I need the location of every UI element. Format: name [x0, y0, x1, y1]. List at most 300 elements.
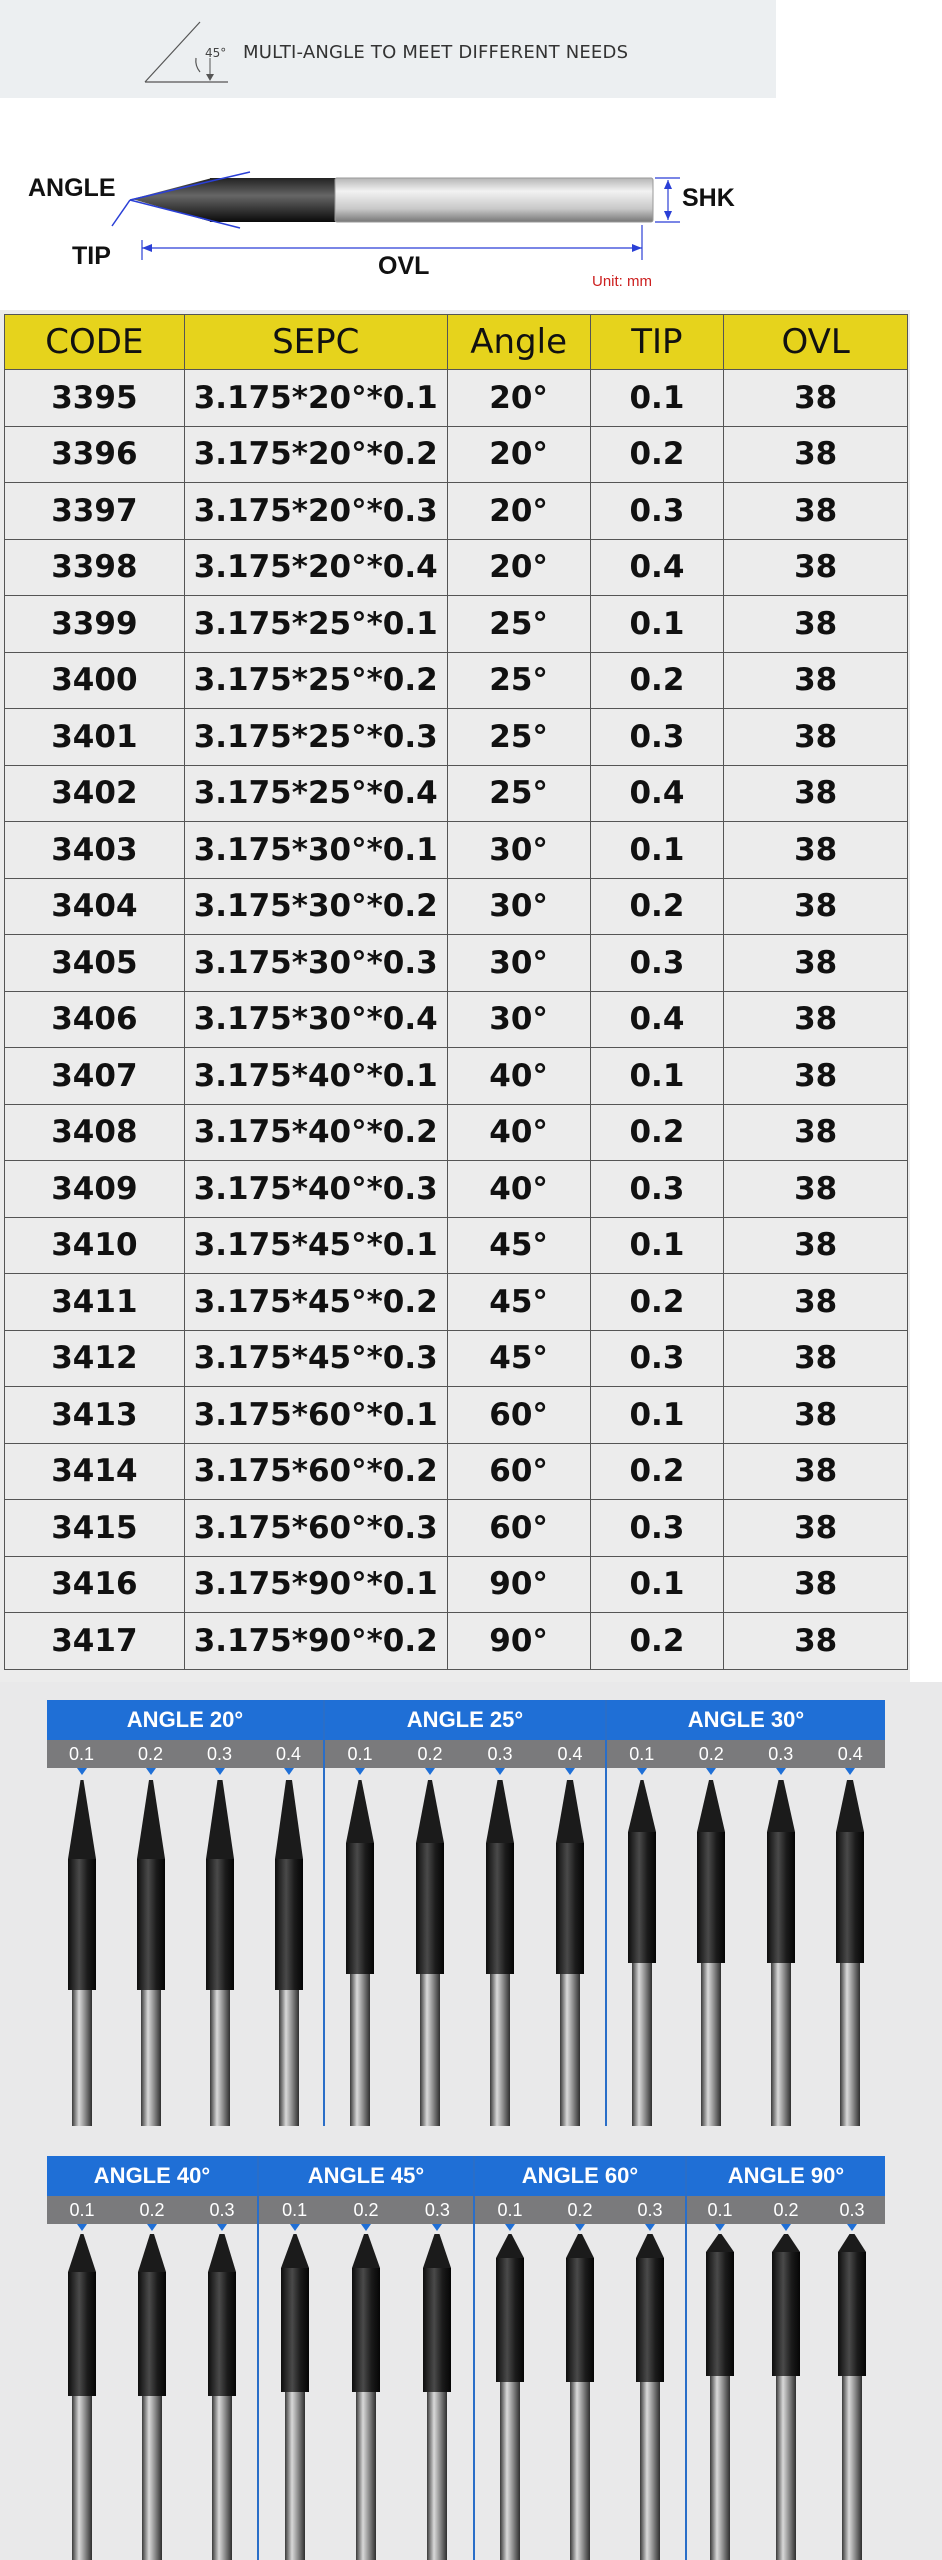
tip-marker-icon [845, 1768, 855, 1775]
cell-tip: 0.2 [590, 1443, 724, 1500]
cell-code: 3399 [5, 596, 185, 653]
tip-size-label: 0.1 [282, 2200, 308, 2220]
bit-point-icon [836, 1780, 864, 1832]
cell-angle: 30° [447, 822, 590, 879]
cell-spec: 3.175*60°*0.2 [184, 1443, 447, 1500]
cell-angle: 25° [447, 596, 590, 653]
cell-ovl: 38 [724, 370, 908, 427]
bit-cutting-body [352, 2268, 380, 2392]
bit-shank [771, 1963, 791, 2126]
tip-size-label: 0.3 [206, 1744, 233, 1764]
bit-shank [350, 1974, 370, 2126]
tip-size-bar [47, 1740, 885, 1768]
engraving-bit-photo [208, 2234, 236, 2560]
bit-point-icon [416, 1780, 444, 1843]
engraving-bit-photo [275, 1780, 303, 2126]
angle-title-bar [47, 1700, 885, 1740]
ovl-label: OVL [378, 252, 430, 280]
angle-degree: 45° [205, 46, 227, 60]
table-row [5, 1274, 908, 1331]
tip-size-label: 0.2 [137, 1744, 164, 1764]
tip-marker-icon [146, 1768, 156, 1775]
bit-point-icon [208, 2234, 236, 2272]
table-row [5, 991, 908, 1048]
cell-code: 3405 [5, 935, 185, 992]
cell-angle: 30° [447, 935, 590, 992]
cell-ovl: 38 [724, 935, 908, 992]
tip-marker-icon [290, 2224, 300, 2231]
cell-angle: 60° [447, 1387, 590, 1444]
table-row [5, 539, 908, 596]
bit-shank [701, 1963, 721, 2126]
cell-code: 3408 [5, 1104, 185, 1161]
tip-size-label: 0.1 [69, 2200, 95, 2220]
tip-marker-icon [284, 1768, 294, 1775]
bit-point-icon [352, 2234, 380, 2268]
spec-table [4, 314, 908, 1670]
cell-code: 3404 [5, 878, 185, 935]
cell-ovl: 38 [724, 822, 908, 879]
bit-shank [710, 2376, 730, 2560]
tip-marker-icon [645, 2224, 655, 2231]
bit-point-icon [423, 2234, 451, 2268]
table-row [5, 370, 908, 427]
tip-size-label: 0.1 [707, 2200, 733, 2220]
cell-spec: 3.175*40°*0.2 [184, 1104, 447, 1161]
bit-point-icon [137, 1780, 165, 1859]
banner-title: MULTI-ANGLE TO MEET DIFFERENT NEEDS [243, 42, 629, 63]
engraving-bit-photo [697, 1780, 725, 2126]
bit-point-icon [556, 1780, 584, 1843]
tip-size-label: 0.2 [353, 2200, 379, 2220]
cell-spec: 3.175*25°*0.4 [184, 765, 447, 822]
group-divider [685, 2156, 687, 2560]
engraving-bit-photo [767, 1780, 795, 2126]
cell-tip: 0.2 [590, 878, 724, 935]
cell-spec: 3.175*30°*0.3 [184, 935, 447, 992]
shk-label: SHK [682, 184, 735, 212]
engraving-bit-photo [416, 1780, 444, 2126]
engraving-bit-photo [556, 1780, 584, 2126]
cell-code: 3407 [5, 1048, 185, 1105]
angle-group-title: ANGLE 25° [406, 1707, 524, 1732]
angle-group-title: ANGLE 60° [521, 2163, 639, 2188]
tip-marker-icon [361, 2224, 371, 2231]
bit-cutting-body [206, 1859, 234, 1990]
cell-tip: 0.1 [590, 1387, 724, 1444]
cell-spec: 3.175*45°*0.1 [184, 1217, 447, 1274]
cell-tip: 0.1 [590, 370, 724, 427]
bit-cutting-body [628, 1832, 656, 1963]
cell-code: 3414 [5, 1443, 185, 1500]
bit-point-icon [486, 1780, 514, 1843]
tip-size-label: 0.3 [768, 1744, 794, 1764]
bit-point-icon [767, 1780, 795, 1832]
bit-shank [420, 1974, 440, 2126]
cell-spec: 3.175*60°*0.3 [184, 1500, 447, 1557]
table-row [5, 1048, 908, 1105]
cell-spec: 3.175*45°*0.2 [184, 1274, 447, 1331]
engraving-bit-photo [138, 2234, 166, 2560]
angle-group-title: ANGLE 90° [727, 2163, 845, 2188]
table-row [5, 765, 908, 822]
engraving-bit-photo [496, 2234, 524, 2560]
bit-cutting-body [496, 2258, 524, 2382]
cell-tip: 0.3 [590, 1500, 724, 1557]
tip-size-label: 0.2 [417, 1744, 443, 1764]
group-divider [605, 1700, 607, 2126]
bit-cutting-body [566, 2258, 594, 2382]
cell-code: 3417 [5, 1613, 185, 1670]
table-row [5, 935, 908, 992]
bit-cutting-body [346, 1843, 374, 1974]
cell-angle: 40° [447, 1048, 590, 1105]
bit-cutting-body [767, 1832, 795, 1963]
cell-code: 3400 [5, 652, 185, 709]
tip-size-label: 0.1 [68, 1744, 95, 1764]
cell-spec: 3.175*30°*0.1 [184, 822, 447, 879]
cell-angle: 90° [447, 1556, 590, 1613]
table-row [5, 822, 908, 879]
bit-shank [640, 2382, 660, 2560]
bit-point-icon [838, 2234, 866, 2252]
cell-spec: 3.175*25°*0.1 [184, 596, 447, 653]
bit-cutting-body [486, 1843, 514, 1974]
bit-cutting-body [68, 2272, 96, 2396]
tip-size-label: 0.2 [698, 1744, 724, 1764]
engraving-bit-photo [566, 2234, 594, 2560]
bit-cutting-body [281, 2268, 309, 2392]
cell-angle: 25° [447, 765, 590, 822]
spec-table-panel [0, 310, 910, 1682]
bit-shank [210, 1990, 230, 2126]
cell-tip: 0.1 [590, 596, 724, 653]
cell-code: 3406 [5, 991, 185, 1048]
table-row [5, 1104, 908, 1161]
engraving-bit-photo [281, 2234, 309, 2560]
bit-point-icon [706, 2234, 734, 2252]
cell-ovl: 38 [724, 765, 908, 822]
group-divider [473, 2156, 475, 2560]
tip-size-label: 0.3 [424, 2200, 450, 2220]
engraving-bit-photo [838, 2234, 866, 2560]
table-row [5, 1161, 908, 1218]
cell-tip: 0.2 [590, 1274, 724, 1331]
cell-code: 3413 [5, 1387, 185, 1444]
cell-spec: 3.175*45°*0.3 [184, 1330, 447, 1387]
cell-code: 3401 [5, 709, 185, 766]
cell-ovl: 38 [724, 596, 908, 653]
bit-cutting-body [838, 2252, 866, 2376]
cell-spec: 3.175*25°*0.2 [184, 652, 447, 709]
cell-tip: 0.1 [590, 822, 724, 879]
bit-shank [490, 1974, 510, 2126]
cell-tip: 0.4 [590, 765, 724, 822]
cell-angle: 40° [447, 1104, 590, 1161]
cell-tip: 0.2 [590, 1104, 724, 1161]
angle-group-title: ANGLE 30° [687, 1707, 805, 1732]
group-divider [257, 2156, 259, 2560]
bit-cutting-body [697, 1832, 725, 1963]
tip-marker-icon [575, 2224, 585, 2231]
bit-shank [776, 2376, 796, 2560]
cell-tip: 0.2 [590, 652, 724, 709]
tip-size-label: 0.4 [837, 1744, 863, 1764]
tip-marker-icon [432, 2224, 442, 2231]
bit-cutting-body [208, 2272, 236, 2396]
cell-angle: 30° [447, 878, 590, 935]
engraving-bit-photo [68, 1780, 96, 2126]
bit-point-icon [628, 1780, 656, 1832]
cell-tip: 0.1 [590, 1556, 724, 1613]
table-row [5, 426, 908, 483]
cell-ovl: 38 [724, 652, 908, 709]
cell-tip: 0.3 [590, 1330, 724, 1387]
tool-diagram [0, 130, 776, 300]
bit-point-icon [566, 2234, 594, 2258]
tip-marker-icon [147, 2224, 157, 2231]
cell-ovl: 38 [724, 1048, 908, 1105]
cell-tip: 0.3 [590, 935, 724, 992]
cell-tip: 0.3 [590, 483, 724, 540]
angle-group-title: ANGLE 40° [93, 2163, 211, 2188]
cell-spec: 3.175*20°*0.3 [184, 483, 447, 540]
cell-angle: 20° [447, 483, 590, 540]
table-row [5, 652, 908, 709]
bit-shank [141, 1990, 161, 2126]
engraving-bit-photo [486, 1780, 514, 2126]
photo-grid-row-2 [0, 2140, 942, 2560]
cell-angle: 45° [447, 1330, 590, 1387]
tip-size-label: 0.4 [557, 1744, 583, 1764]
cell-angle: 20° [447, 370, 590, 427]
table-body [5, 370, 908, 1670]
engraving-bit-photo [352, 2234, 380, 2560]
bit-point-icon [697, 1780, 725, 1832]
bit-cutting-body [137, 1859, 165, 1990]
tip-marker-icon [495, 1768, 505, 1775]
table-row [5, 878, 908, 935]
cell-tip: 0.3 [590, 1161, 724, 1218]
cell-code: 3412 [5, 1330, 185, 1387]
column-header-tip: TIP [590, 315, 724, 370]
tip-marker-icon [715, 2224, 725, 2231]
cell-spec: 3.175*30°*0.4 [184, 991, 447, 1048]
tip-size-label: 0.2 [139, 2200, 165, 2220]
column-header-code: CODE [5, 315, 185, 370]
cell-angle: 60° [447, 1500, 590, 1557]
cell-spec: 3.175*90°*0.2 [184, 1613, 447, 1670]
cell-angle: 45° [447, 1217, 590, 1274]
bit-point-icon [281, 2234, 309, 2268]
tip-size-bar [47, 2196, 885, 2224]
bit-cutting-body [138, 2272, 166, 2396]
cell-spec: 3.175*25°*0.3 [184, 709, 447, 766]
cell-spec: 3.175*40°*0.1 [184, 1048, 447, 1105]
bit-point-icon [636, 2234, 664, 2258]
tip-marker-icon [847, 2224, 857, 2231]
cell-tip: 0.3 [590, 709, 724, 766]
bit-point-icon [772, 2234, 800, 2252]
cell-spec: 3.175*40°*0.3 [184, 1161, 447, 1218]
tip-marker-icon [781, 2224, 791, 2231]
bit-shank [842, 2376, 862, 2560]
angle-label: ANGLE [28, 174, 116, 202]
bit-shank [72, 2396, 92, 2560]
cell-spec: 3.175*90°*0.1 [184, 1556, 447, 1613]
bit-shank [212, 2396, 232, 2560]
bit-shank [285, 2392, 305, 2560]
tip-marker-icon [425, 1768, 435, 1775]
cell-tip: 0.4 [590, 991, 724, 1048]
cell-spec: 3.175*20°*0.2 [184, 426, 447, 483]
cell-code: 3398 [5, 539, 185, 596]
unit-note: Unit: mm [592, 273, 652, 290]
cell-code: 3410 [5, 1217, 185, 1274]
engraving-bit-photo [628, 1780, 656, 2126]
tip-size-label: 0.1 [347, 1744, 373, 1764]
table-row [5, 1556, 908, 1613]
bit-cutting-body [68, 1859, 96, 1990]
bit-point-icon [496, 2234, 524, 2258]
cell-code: 3411 [5, 1274, 185, 1331]
cell-ovl: 38 [724, 709, 908, 766]
bit-shank [570, 2382, 590, 2560]
engraving-bit-photo [836, 1780, 864, 2126]
column-header-ovl: OVL [724, 315, 908, 370]
bit-cutting-body [556, 1843, 584, 1974]
bit-point-icon [346, 1780, 374, 1843]
cell-ovl: 38 [724, 1500, 908, 1557]
bit-shank [500, 2382, 520, 2560]
bit-point-icon [206, 1780, 234, 1859]
tip-marker-icon [217, 2224, 227, 2231]
engraving-bit-photo [772, 2234, 800, 2560]
tip-size-label: 0.3 [637, 2200, 663, 2220]
tip-size-label: 0.1 [629, 1744, 655, 1764]
tip-size-label: 0.4 [275, 1744, 302, 1764]
tip-size-label: 0.3 [839, 2200, 865, 2220]
cell-code: 3416 [5, 1556, 185, 1613]
cell-angle: 90° [447, 1613, 590, 1670]
bit-cutting-body [423, 2268, 451, 2392]
table-row [5, 1500, 908, 1557]
cell-tip: 0.1 [590, 1048, 724, 1105]
cell-ovl: 38 [724, 539, 908, 596]
tip-marker-icon [776, 1768, 786, 1775]
table-row [5, 483, 908, 540]
cell-angle: 30° [447, 991, 590, 1048]
cell-ovl: 38 [724, 1161, 908, 1218]
group-divider [323, 1700, 325, 2126]
cell-angle: 25° [447, 652, 590, 709]
cell-ovl: 38 [724, 1387, 908, 1444]
table-row [5, 1613, 908, 1670]
tip-marker-icon [77, 2224, 87, 2231]
table-row [5, 709, 908, 766]
table-row [5, 1217, 908, 1274]
bit-cutting-body [836, 1832, 864, 1963]
cell-code: 3402 [5, 765, 185, 822]
cell-angle: 40° [447, 1161, 590, 1218]
engraving-bit-photo [68, 2234, 96, 2560]
angle-group-title: ANGLE 45° [307, 2163, 425, 2188]
tip-marker-icon [637, 1768, 647, 1775]
cell-tip: 0.2 [590, 1613, 724, 1670]
bit-cutting-body [275, 1859, 303, 1990]
table-row [5, 1387, 908, 1444]
cell-angle: 20° [447, 539, 590, 596]
cell-angle: 25° [447, 709, 590, 766]
cell-tip: 0.4 [590, 539, 724, 596]
cell-ovl: 38 [724, 1443, 908, 1500]
photo-grid-row-1 [0, 1682, 942, 2140]
table-header-row [5, 315, 908, 370]
bit-point-icon [68, 2234, 96, 2272]
tip-marker-icon [706, 1768, 716, 1775]
cell-ovl: 38 [724, 1556, 908, 1613]
engraving-bit-photo [137, 1780, 165, 2126]
table-row [5, 1443, 908, 1500]
bit-cutting-body [706, 2252, 734, 2376]
cell-code: 3403 [5, 822, 185, 879]
table-row [5, 1330, 908, 1387]
bit-point-icon [275, 1780, 303, 1859]
cell-ovl: 38 [724, 1217, 908, 1274]
engraving-bit-photo [706, 2234, 734, 2560]
cell-ovl: 38 [724, 1330, 908, 1387]
cell-code: 3415 [5, 1500, 185, 1557]
bit-cutting-body [636, 2258, 664, 2382]
tip-marker-icon [355, 1768, 365, 1775]
bit-shank [632, 1963, 652, 2126]
top-banner [0, 0, 776, 98]
bit-shank [279, 1990, 299, 2126]
tip-size-label: 0.1 [497, 2200, 523, 2220]
bit-point-icon [68, 1780, 96, 1859]
bit-shank [840, 1963, 860, 2126]
cell-angle: 45° [447, 1274, 590, 1331]
cell-ovl: 38 [724, 1104, 908, 1161]
cell-spec: 3.175*20°*0.1 [184, 370, 447, 427]
tip-marker-icon [565, 1768, 575, 1775]
tip-label: TIP [72, 242, 111, 270]
angle-title-bar [47, 2156, 885, 2196]
cell-ovl: 38 [724, 1613, 908, 1670]
engraving-bit-photo [206, 1780, 234, 2126]
bit-point-icon [138, 2234, 166, 2272]
engraving-bit-photo [346, 1780, 374, 2126]
tip-size-label: 0.2 [773, 2200, 799, 2220]
table-row [5, 596, 908, 653]
tip-marker-icon [77, 1768, 87, 1775]
cell-ovl: 38 [724, 426, 908, 483]
tip-size-label: 0.3 [209, 2200, 235, 2220]
angle-group-title: ANGLE 20° [126, 1707, 244, 1732]
cell-spec: 3.175*60°*0.1 [184, 1387, 447, 1444]
tip-size-label: 0.2 [567, 2200, 593, 2220]
cell-tip: 0.1 [590, 1217, 724, 1274]
cell-ovl: 38 [724, 1274, 908, 1331]
engraving-bit-photo [636, 2234, 664, 2560]
cell-code: 3396 [5, 426, 185, 483]
bit-cutting-body [772, 2252, 800, 2376]
column-header-angle: Angle [447, 315, 590, 370]
bit-shank [560, 1974, 580, 2126]
cell-code: 3395 [5, 370, 185, 427]
cell-tip: 0.2 [590, 426, 724, 483]
cell-ovl: 38 [724, 483, 908, 540]
